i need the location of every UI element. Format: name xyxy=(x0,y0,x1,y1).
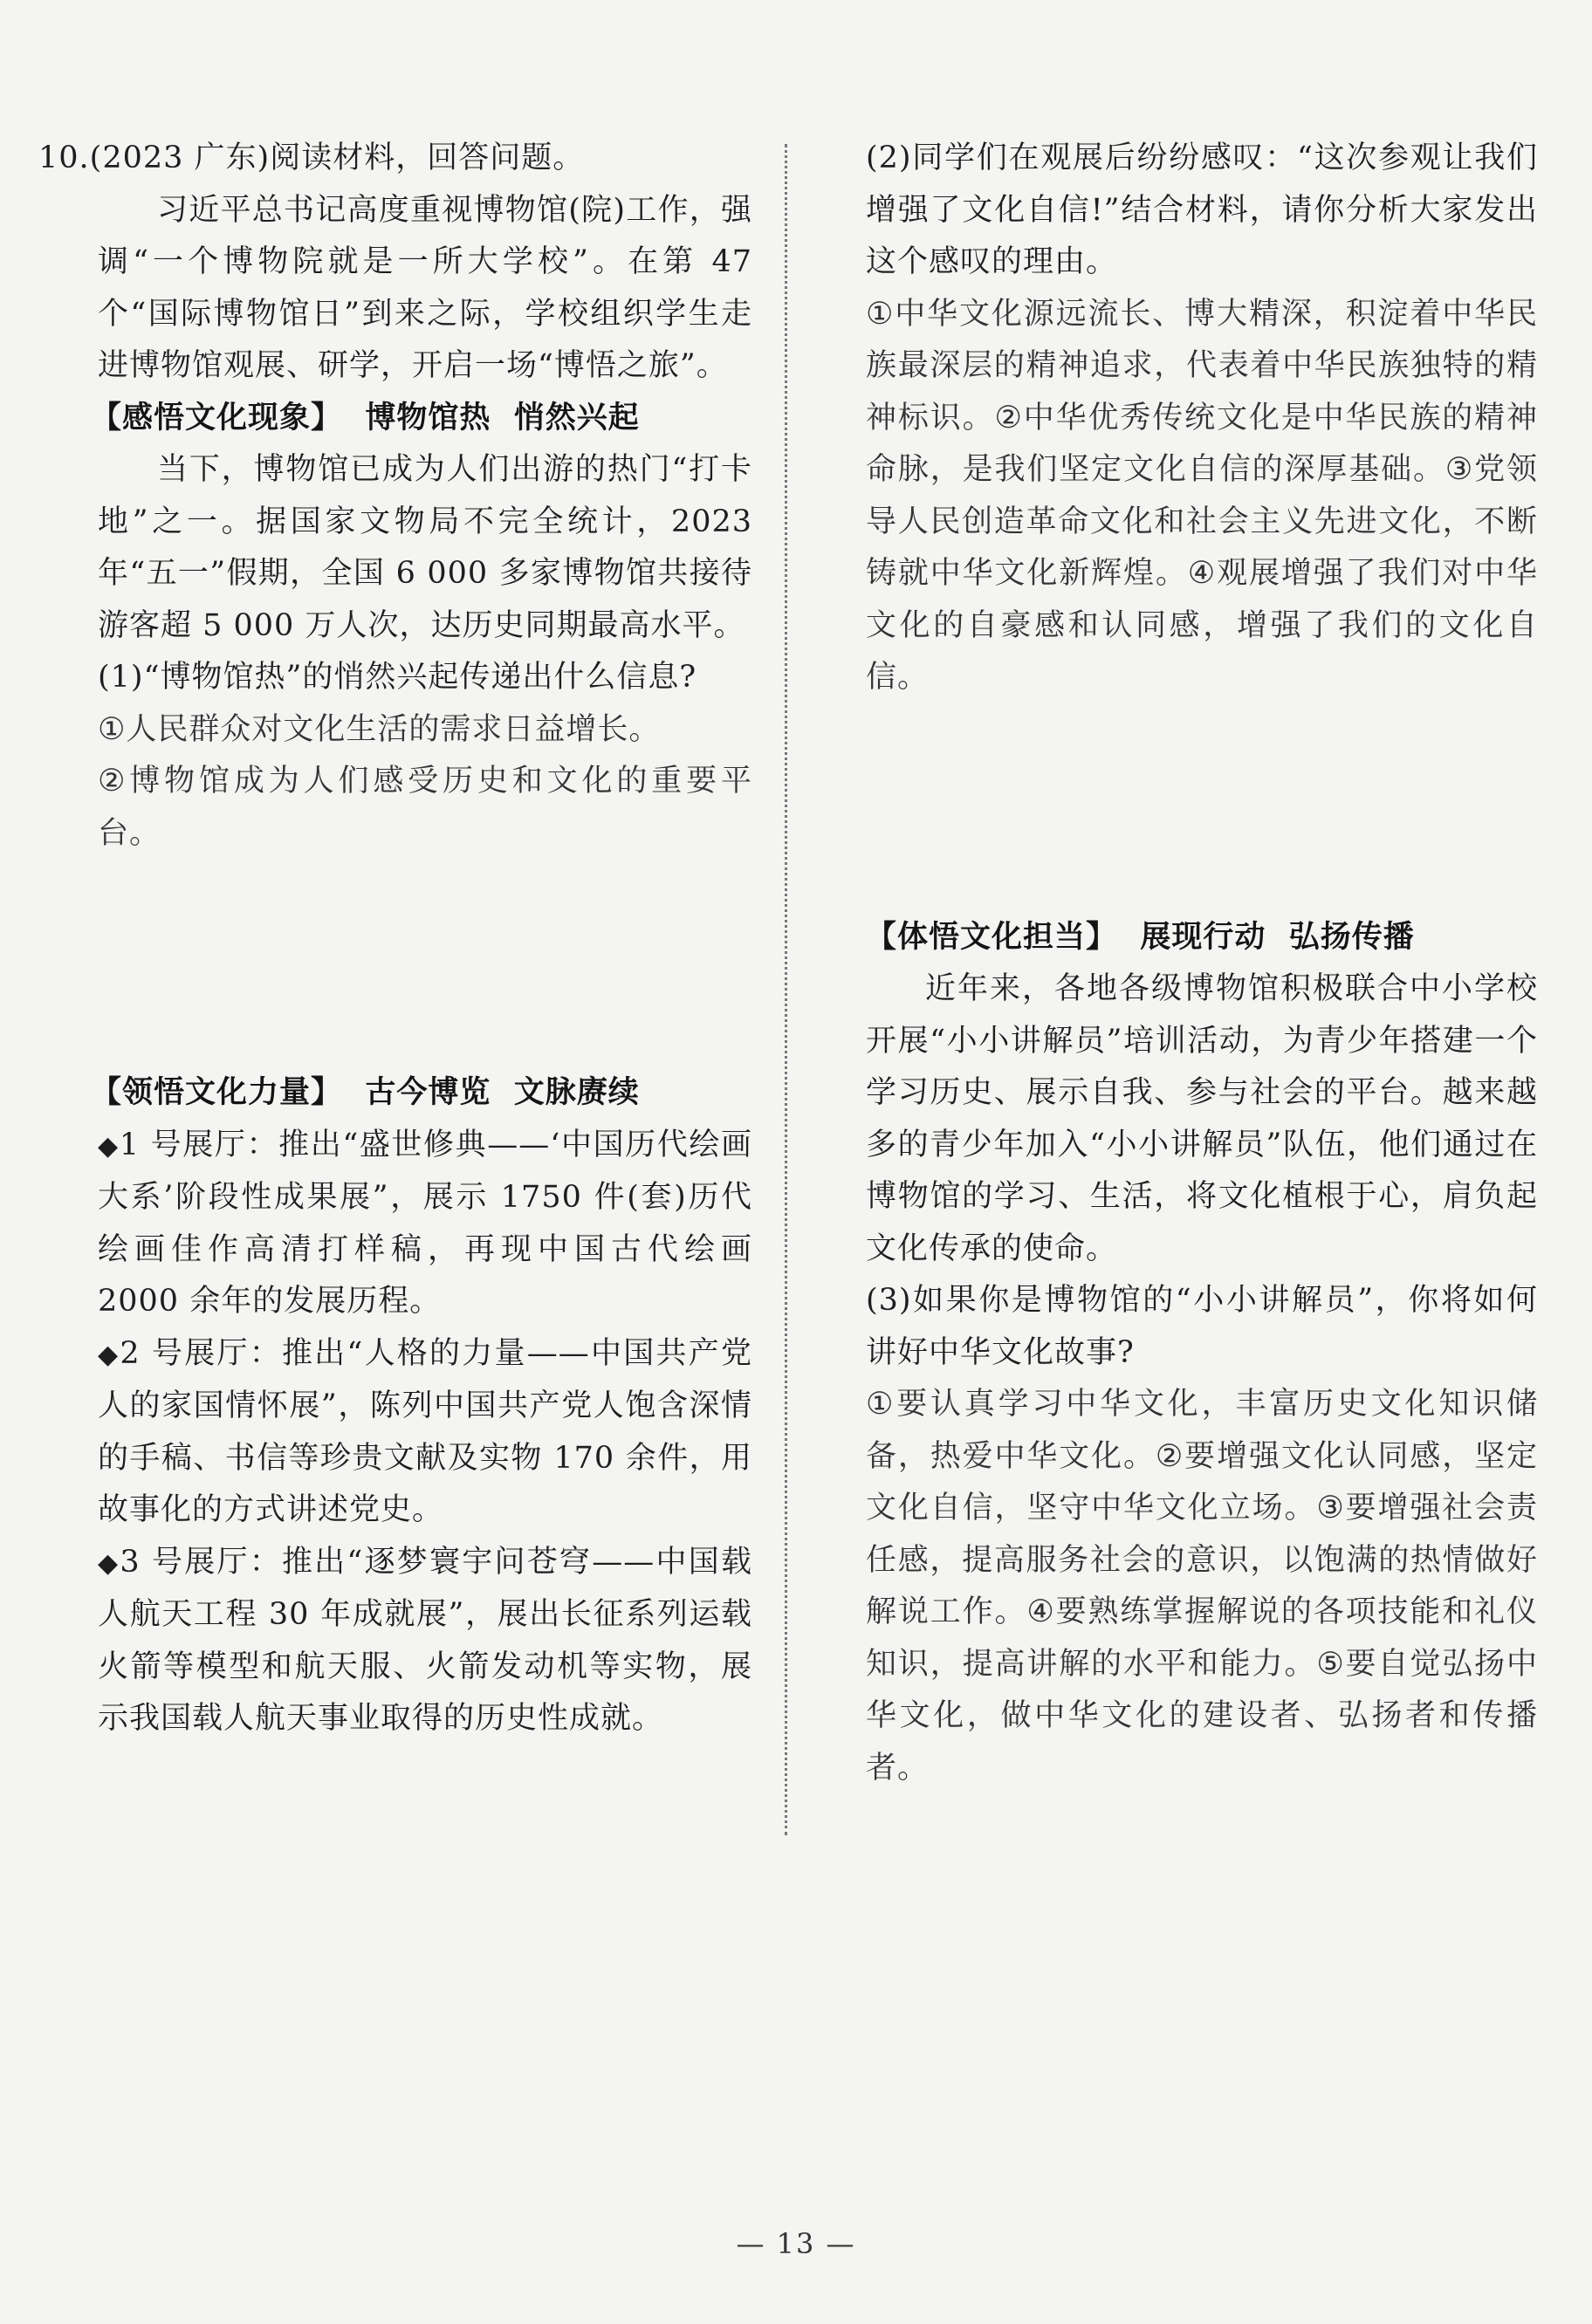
page-number: — 13 — xyxy=(736,2227,856,2260)
section1-material: 当下，博物馆已成为人们出游的热门“打卡地”之一。据国家文物局不完全统计，2023 年“五一”假期，全国 6 000 多家博物馆共接待游客超 5 000 万人次，达历史同期最高水平。 xyxy=(98,452,752,643)
q2-answer: ①中华文化源远流长、博大精深，积淀着中华民族最深层的精神追求，代表着中华民族独特的精神标识。②中华优秀传统文化是中华民族的精神命脉，是我们坚定文化自信的深厚基础。③党领导人民创造革命文化和社会主义先进文化，不断铸就中华文化新辉煌。④观展增强了我们对中华文化的自豪感和认同感，增强了我们的文化自信。 xyxy=(866,296,1538,695)
column-divider xyxy=(785,144,787,1835)
right-column xyxy=(866,133,1538,1794)
question-source: (2023 广东) xyxy=(89,141,271,175)
intro-paragraph: 习近平总书记高度重视博物馆(院)工作，强调“一个博物院就是一所大学校”。在第 47 个“国际博物馆日”到来之际，学校组织学生走进博物馆观展、研学，开启一场“博悟之旅”。 xyxy=(98,192,752,383)
diamond-bullet-icon: ◆ xyxy=(98,1130,120,1162)
question-header xyxy=(38,133,752,185)
question-prompt: 阅读材料，回答问题。 xyxy=(270,141,585,175)
section1-heading: 【感悟文化现象】 博物馆热 悄然兴起 xyxy=(91,400,640,435)
q2-text: (2)同学们在观展后纷纷感叹：“这次参观让我们增强了文化自信!”结合材料，请你分析大家发出这个感叹的理由。 xyxy=(866,141,1538,279)
q1-text: (1)“博物馆热”的悄然兴起传递出什么信息? xyxy=(98,660,697,695)
question-number: 10. xyxy=(38,141,90,175)
section3-heading: 【体悟文化担当】 展现行动 弘扬传播 xyxy=(866,919,1415,955)
q3-answer: ①要认真学习中华文化，丰富历史文化知识储备，热爱中华文化。②要增强文化认同感，坚定文化自信，坚守中华文化立场。③要增强社会责任感，提高服务社会的意识，以饱满的热情做好解说工作。④要熟练掌握解说的各项技能和礼仪知识，提高讲解的水平和能力。⑤要自觉弘扬中华文化，做中华文化的建设者、弘扬者和传播者。 xyxy=(866,1387,1538,1786)
diamond-bullet-icon: ◆ xyxy=(98,1547,120,1579)
diamond-bullet-icon: ◆ xyxy=(98,1339,120,1370)
exhibit-2: ◆2 号展厅：推出“人格的力量——中国共产党人的家国情怀展”，陈列中国共产党人饱含深情的手稿、书信等珍贵文献及实物 170 余件，用故事化的方式讲述党史。 xyxy=(98,1335,752,1527)
q3-text: (3)如果你是博物馆的“小小讲解员”，你将如何讲好中华文化故事? xyxy=(866,1283,1538,1370)
left-column xyxy=(38,133,752,1745)
q1-answer-2: ②博物馆成为人们感受历史和文化的重要平台。 xyxy=(98,764,752,851)
exhibit-3: ◆3 号展厅：推出“逐梦寰宇问苍穹——中国载人航天工程 30 年成就展”，展出长征系列运载火箭等模型和航天服、火箭发动机等实物，展示我国载人航天事业取得的历史性成就。 xyxy=(98,1544,752,1736)
q1-answer-1: ①人民群众对文化生活的需求日益增长。 xyxy=(98,711,661,747)
section2-heading: 【领悟文化力量】 古今博览 文脉赓续 xyxy=(91,1075,640,1110)
section3-material: 近年来，各地各级博物馆积极联合中小学校开展“小小讲解员”培训活动，为青少年搭建一个学习历史、展示自我、参与社会的平台。越来越多的青少年加入“小小讲解员”队伍，他们通过在博物馆的学习、生活，将文化植根于心，肩负起文化传承的使命。 xyxy=(866,971,1538,1266)
exhibit-1: ◆1 号展厅：推出“盛世修典——‘中国历代绘画大系’阶段性成果展”，展示 1750 件(套)历代绘画佳作高清打样稿，再现中国古代绘画 2000 余年的发展历程。 xyxy=(98,1127,752,1319)
